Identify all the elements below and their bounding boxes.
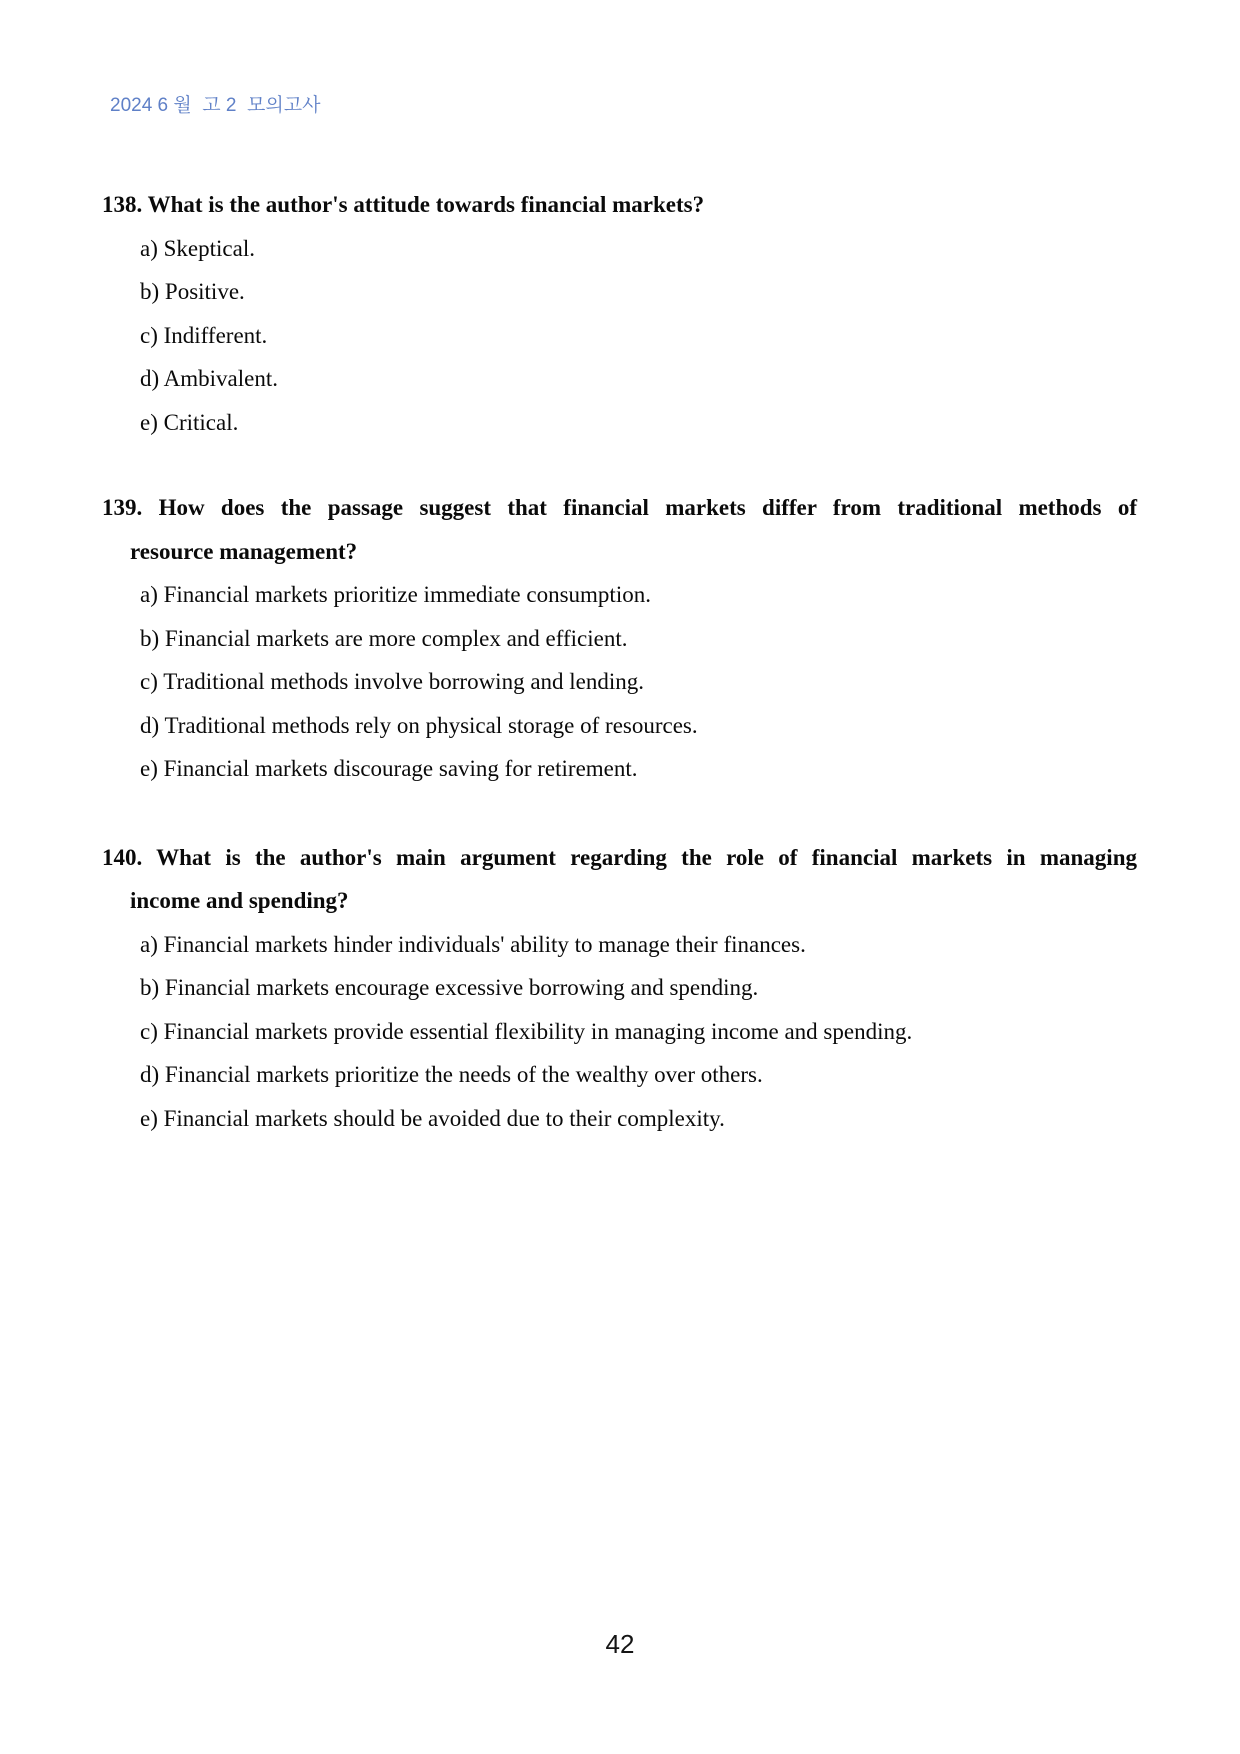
question-number: 138. [102, 192, 143, 217]
question-title-line [102, 836, 1137, 880]
question-option-d: d) Ambivalent. [140, 366, 278, 391]
question-option-d: d) Financial markets prioritize the needs of the wealthy over others. [140, 1062, 763, 1087]
question-option-e: e) Critical. [140, 409, 239, 435]
question-title-line [102, 183, 1137, 227]
question-title-text: What is the author's attitude towards financial markets? [147, 192, 705, 217]
document-body [102, 183, 1137, 1182]
question-option-c: c) Traditional methods involve borrowing and lending. [140, 669, 645, 694]
question-options [102, 923, 1137, 1141]
question-title-line [102, 486, 1137, 530]
question-option-a: a) Financial markets hinder individuals' ability to manage their finances. [140, 931, 806, 957]
question-option-e: e) Financial markets should be avoided due to their complexity. [140, 1105, 725, 1131]
question-title-text: What is the author's main argument regarding the role of financial markets in managing [156, 844, 1137, 870]
question-option-a: a) Skeptical. [140, 235, 255, 261]
question-138 [102, 183, 1137, 444]
question-options [102, 227, 1137, 445]
question-title-text: How does the passage suggest that financial markets differ from traditional methods of [158, 495, 1137, 520]
question-options [102, 573, 1137, 791]
question-option-a: a) Financial markets prioritize immediate consumption. [140, 582, 651, 607]
question-option-d: d) Traditional methods rely on physical storage of resources. [140, 712, 698, 738]
question-option-b: b) Financial markets encourage excessive borrowing and spending. [140, 975, 759, 1000]
question-option-c: c) Indifferent. [140, 322, 268, 348]
question-option-e: e) Financial markets discourage saving for retirement. [140, 756, 638, 781]
question-option-b: b) Financial markets are more complex and efficient. [140, 625, 628, 651]
question-title-continuation: resource management? [130, 538, 358, 564]
question-number: 139. [102, 495, 143, 520]
question-140 [102, 836, 1137, 1141]
question-option-b: b) Positive. [140, 279, 245, 304]
question-option-c: c) Financial markets provide essential flexibility in managing income and spending. [140, 1018, 913, 1044]
question-139 [102, 486, 1137, 791]
question-title-continuation: income and spending? [130, 888, 349, 913]
document-header-title: 2024 6 월 고 2 모의고사 [110, 95, 321, 116]
page-number: 42 [605, 1629, 635, 1659]
question-number: 140. [102, 844, 143, 870]
